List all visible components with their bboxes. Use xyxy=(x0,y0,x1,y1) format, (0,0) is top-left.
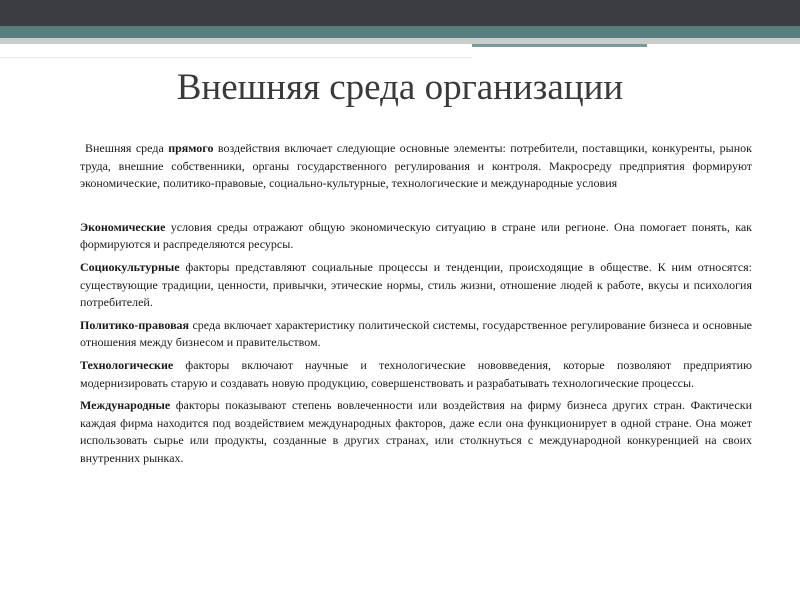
factor-technological xyxy=(80,357,752,392)
factor-international xyxy=(80,397,752,467)
intro-text-after: воздействия включает следующие основные элементы: потребители, поставщики, конкуренты, рынок труда, внешние собственники, органы государственного регулирования и контроля. Макросреду предприятия формируют экономические, политико-правовые, социально-культурные, технологические и международные условия xyxy=(80,141,752,191)
header-notch-right xyxy=(647,44,800,54)
factor-description: среда включает характеристику политической системы, государственное регулирование бизнеса и основные отношения между бизнесом и правительством. xyxy=(80,317,752,350)
intro-bold-word: прямого xyxy=(168,141,214,155)
factor-description: факторы представляют социальные процессы и тенденции, происходящие в обществе. К ним относятся: существующие традиции, ценности, привычки, этические нормы, стиль жизни, отношение людей к работе, вкусы и психология потребителей. xyxy=(80,259,752,310)
factor-term: Технологические xyxy=(80,357,174,372)
intro-paragraph xyxy=(80,140,752,193)
factor-term: Политико-правовая xyxy=(80,317,190,332)
intro-text-before: Внешняя среда xyxy=(85,141,169,155)
factor-political-legal xyxy=(80,317,752,352)
header-shadow-line xyxy=(0,57,472,58)
factor-description: факторы показывают степень вовлеченности или воздействия на фирму бизнеса других стран. Фактически каждая фирма находится под воздействием международных факторов, даже если она функционирует в одной стране. Она может использовать сырье или продукты, созданные в других странах, или столкнуться с международной конкуренцией на своих внутренних рынках. xyxy=(80,398,752,465)
factor-description: условия среды отражают общую экономическую ситуацию в стране или регионе. Она помогает понять, как формируются и распределяются ресурсы. xyxy=(80,219,752,252)
header-band-teal xyxy=(0,26,800,38)
factor-term: Международные xyxy=(80,398,171,413)
slide-body xyxy=(80,140,752,473)
factor-economic xyxy=(80,219,752,254)
header-band-dark xyxy=(0,0,800,26)
factor-term: Экономические xyxy=(80,219,166,234)
factor-sociocultural xyxy=(80,259,752,312)
header-notch-left xyxy=(0,44,472,57)
slide-title: Внешняя среда организации xyxy=(176,67,624,108)
factor-description: факторы включают научные и технологические нововведения, которые позволяют предприятию модернизировать старую и создавать новую продукцию, совершенствовать и разрабатывать технологические процессы. xyxy=(80,357,752,390)
factor-term: Социокультурные xyxy=(80,259,180,274)
